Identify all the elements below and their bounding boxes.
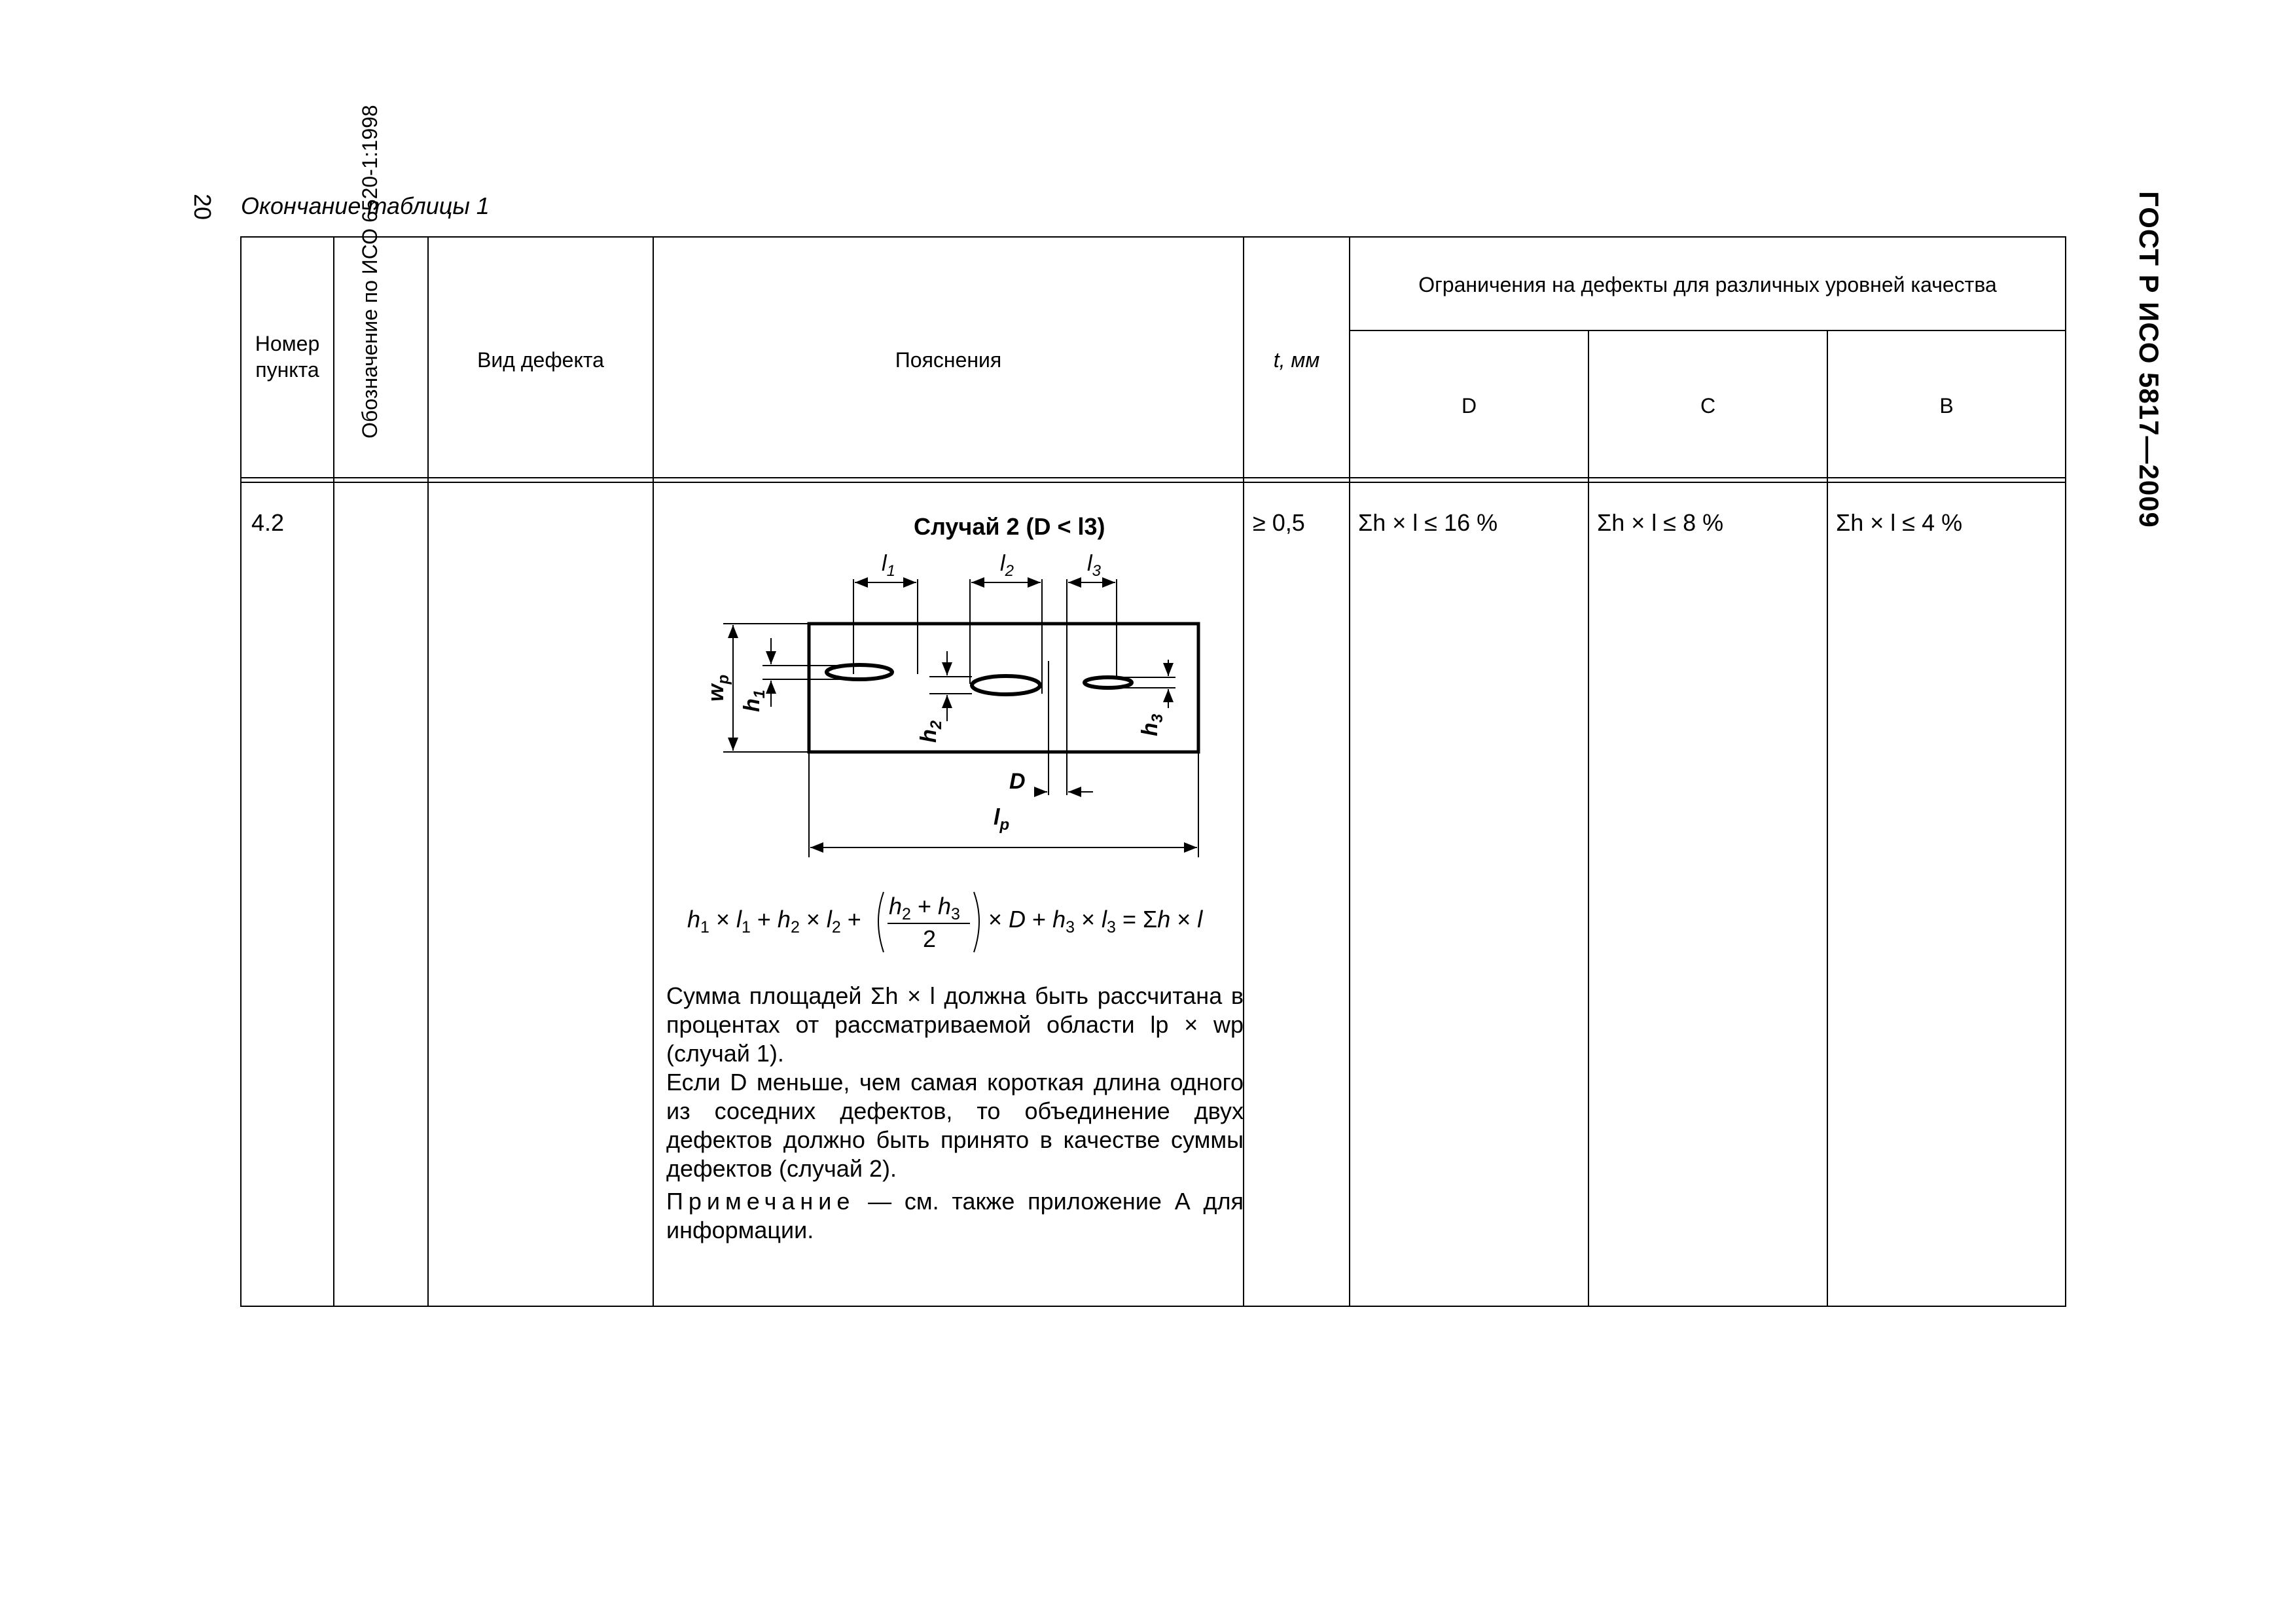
header-level-c: C (1700, 394, 1716, 418)
row-item-number: 4.2 (251, 509, 285, 536)
explanation-paragraph-1: Сумма площадей Σh × l должна быть рассчитана в процентах от рассматриваемой области lp × wp (случай 1). (666, 982, 1244, 1067)
row-thickness: ≥ 0,5 (1253, 509, 1305, 536)
table-caption: Окончание таблицы 1 (241, 192, 490, 219)
explanation-paragraph-2: Если D меньше, чем самая короткая длина одного из соседних дефектов, то объединение двух дефектов должно быть принято в качестве суммы дефектов (случай 2). (666, 1069, 1244, 1182)
header-explanations: Пояснения (895, 348, 1002, 372)
label-h2: $h_2$ (916, 720, 945, 743)
defect-2 (972, 676, 1040, 694)
defect-1 (827, 665, 892, 679)
area-formula (687, 880, 1244, 959)
label-D: D (1009, 769, 1026, 794)
row-limit-d: Σh × l ≤ 16 % (1358, 509, 1498, 536)
header-level-b: B (1939, 394, 1954, 418)
explanation-note (666, 1187, 1244, 1245)
label-lp: $l_p$ (994, 805, 1010, 834)
svg-text:h2 + h3: $h_2 + h_3$ (889, 893, 960, 923)
page-number: 20 (189, 194, 216, 221)
svg-text:h1 × l1 + h2 × l2 +: $h_1 \times l_1 + h_2 \times l_2$ + (687, 906, 861, 936)
case-title: Случай 2 (D < l3) (914, 513, 1105, 540)
header-defect-type: Вид дефекта (477, 348, 604, 372)
label-h3: $h_3$ (1138, 713, 1166, 736)
label-l3: $l_3$ (1087, 551, 1101, 580)
defect-3 (1085, 677, 1132, 688)
header-designation: Обозначение по ИСО 6520-1:1998 (358, 105, 382, 438)
defect-diagram (694, 537, 1230, 864)
label-h1: $h_1$ (740, 689, 768, 712)
note-lead: Примечание (666, 1188, 855, 1215)
row-limit-c: Σh × l ≤ 8 % (1597, 509, 1724, 536)
header-item-number: Номер пункта (255, 332, 320, 382)
header-limits-group: Ограничения на дефекты для различных уровней качества (1418, 273, 1997, 296)
row-limit-b: Σh × l ≤ 4 % (1836, 509, 1963, 536)
svg-text:2: 2 (923, 925, 937, 952)
note-text: — см. также приложение А для информации. (666, 1188, 1244, 1243)
label-wp: $w_p$ (704, 674, 732, 702)
label-l2: $l_2$ (1000, 551, 1014, 580)
svg-text:× D + h3 × l3 = Σh × l: × $D + h_3 \times l_3 = \Sigma h \times l$ (988, 906, 1203, 936)
document-id: ГОСТ Р ИСО 5817—2009 (2134, 191, 2164, 528)
header-level-d: D (1461, 394, 1477, 418)
label-l1: $l_1$ (882, 551, 895, 580)
header-thickness: t, мм (1273, 348, 1320, 372)
